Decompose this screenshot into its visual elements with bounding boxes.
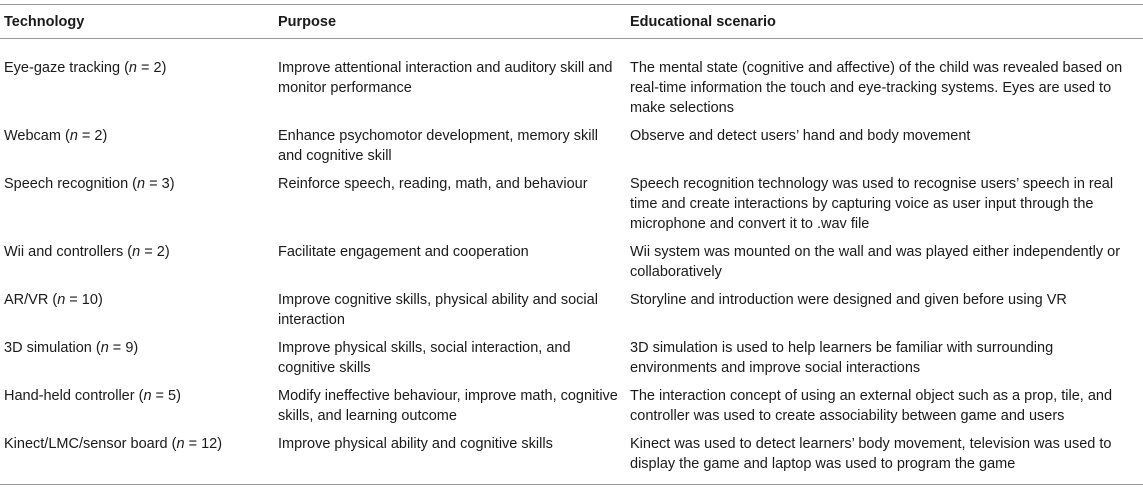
scenario-cell: Storyline and introduction were designed and given before using VR <box>630 292 1067 308</box>
table-top-rule <box>0 4 1143 5</box>
scenario-cell: The interaction concept of using an external object such as a prop, tile, and controller was used to create associability between game and users <box>630 388 1113 424</box>
technology-count: 9 <box>125 340 134 356</box>
technology-cell: 3D simulation (n = 9) <box>4 340 139 356</box>
scenario-cell: The mental state (cognitive and affective) of the child was revealed based on real-time information the touch and eye-tracking systems. Eyes are used to make selections <box>630 60 1123 116</box>
technology-cell: Wii and controllers (n = 2) <box>4 244 170 260</box>
purpose-cell: Improve physical skills, social interaction, and cognitive skills <box>278 340 571 376</box>
purpose-cell: Modify ineffective behaviour, improve math, cognitive skills, and learning outcome <box>278 388 618 424</box>
header-technology: Technology <box>4 14 85 30</box>
technology-count: 2 <box>94 128 103 144</box>
technology-name: Eye-gaze tracking <box>4 60 121 76</box>
scenario-cell: Speech recognition technology was used to recognise users’ speech in real time and create interactions by capturing voice as user input through the microphone and convert it to .wav file <box>630 176 1114 232</box>
technology-name: Hand-held controller <box>4 388 135 404</box>
technology-name: Kinect/LMC/sensor board <box>4 436 168 452</box>
purpose-cell: Reinforce speech, reading, math, and behaviour <box>278 176 588 192</box>
technology-name: 3D simulation <box>4 340 92 356</box>
technology-name: Speech recognition <box>4 176 129 192</box>
technology-count: 3 <box>161 176 170 192</box>
purpose-cell: Improve cognitive skills, physical ability and social interaction <box>278 292 598 328</box>
header-scenario: Educational scenario <box>630 14 776 30</box>
technology-cell: Speech recognition (n = 3) <box>4 176 175 192</box>
technology-cell: Eye-gaze tracking (n = 2) <box>4 60 167 76</box>
scenario-cell: 3D simulation is used to help learners be familiar with surrounding environments and improve social interactions <box>630 340 1054 376</box>
table-header-rule <box>0 38 1143 39</box>
technology-name: AR/VR <box>4 292 49 308</box>
scenario-cell: Wii system was mounted on the wall and was played either independently or collaboratively <box>630 244 1121 280</box>
technology-count: 10 <box>81 292 98 308</box>
technology-count: 5 <box>168 388 177 404</box>
purpose-cell: Improve attentional interaction and auditory skill and monitor performance <box>278 60 613 96</box>
technology-count: 12 <box>201 436 218 452</box>
scenario-cell: Observe and detect users’ hand and body movement <box>630 128 971 144</box>
technology-count: 2 <box>153 60 162 76</box>
technology-count: 2 <box>156 244 165 260</box>
technology-name: Webcam <box>4 128 61 144</box>
technology-cell: Kinect/LMC/sensor board (n = 12) <box>4 436 223 452</box>
header-purpose: Purpose <box>278 14 337 30</box>
technology-cell: AR/VR (n = 10) <box>4 292 103 308</box>
purpose-cell: Enhance psychomotor development, memory skill and cognitive skill <box>278 128 598 164</box>
purpose-cell: Improve physical ability and cognitive skills <box>278 436 553 452</box>
technology-cell: Hand-held controller (n = 5) <box>4 388 181 404</box>
technology-name: Wii and controllers <box>4 244 124 260</box>
table-bottom-rule <box>0 484 1143 485</box>
purpose-cell: Facilitate engagement and cooperation <box>278 244 529 260</box>
scenario-cell: Kinect was used to detect learners’ body movement, television was used to display the game and laptop was used to program the game <box>630 436 1112 472</box>
technology-cell: Webcam (n = 2) <box>4 128 108 144</box>
